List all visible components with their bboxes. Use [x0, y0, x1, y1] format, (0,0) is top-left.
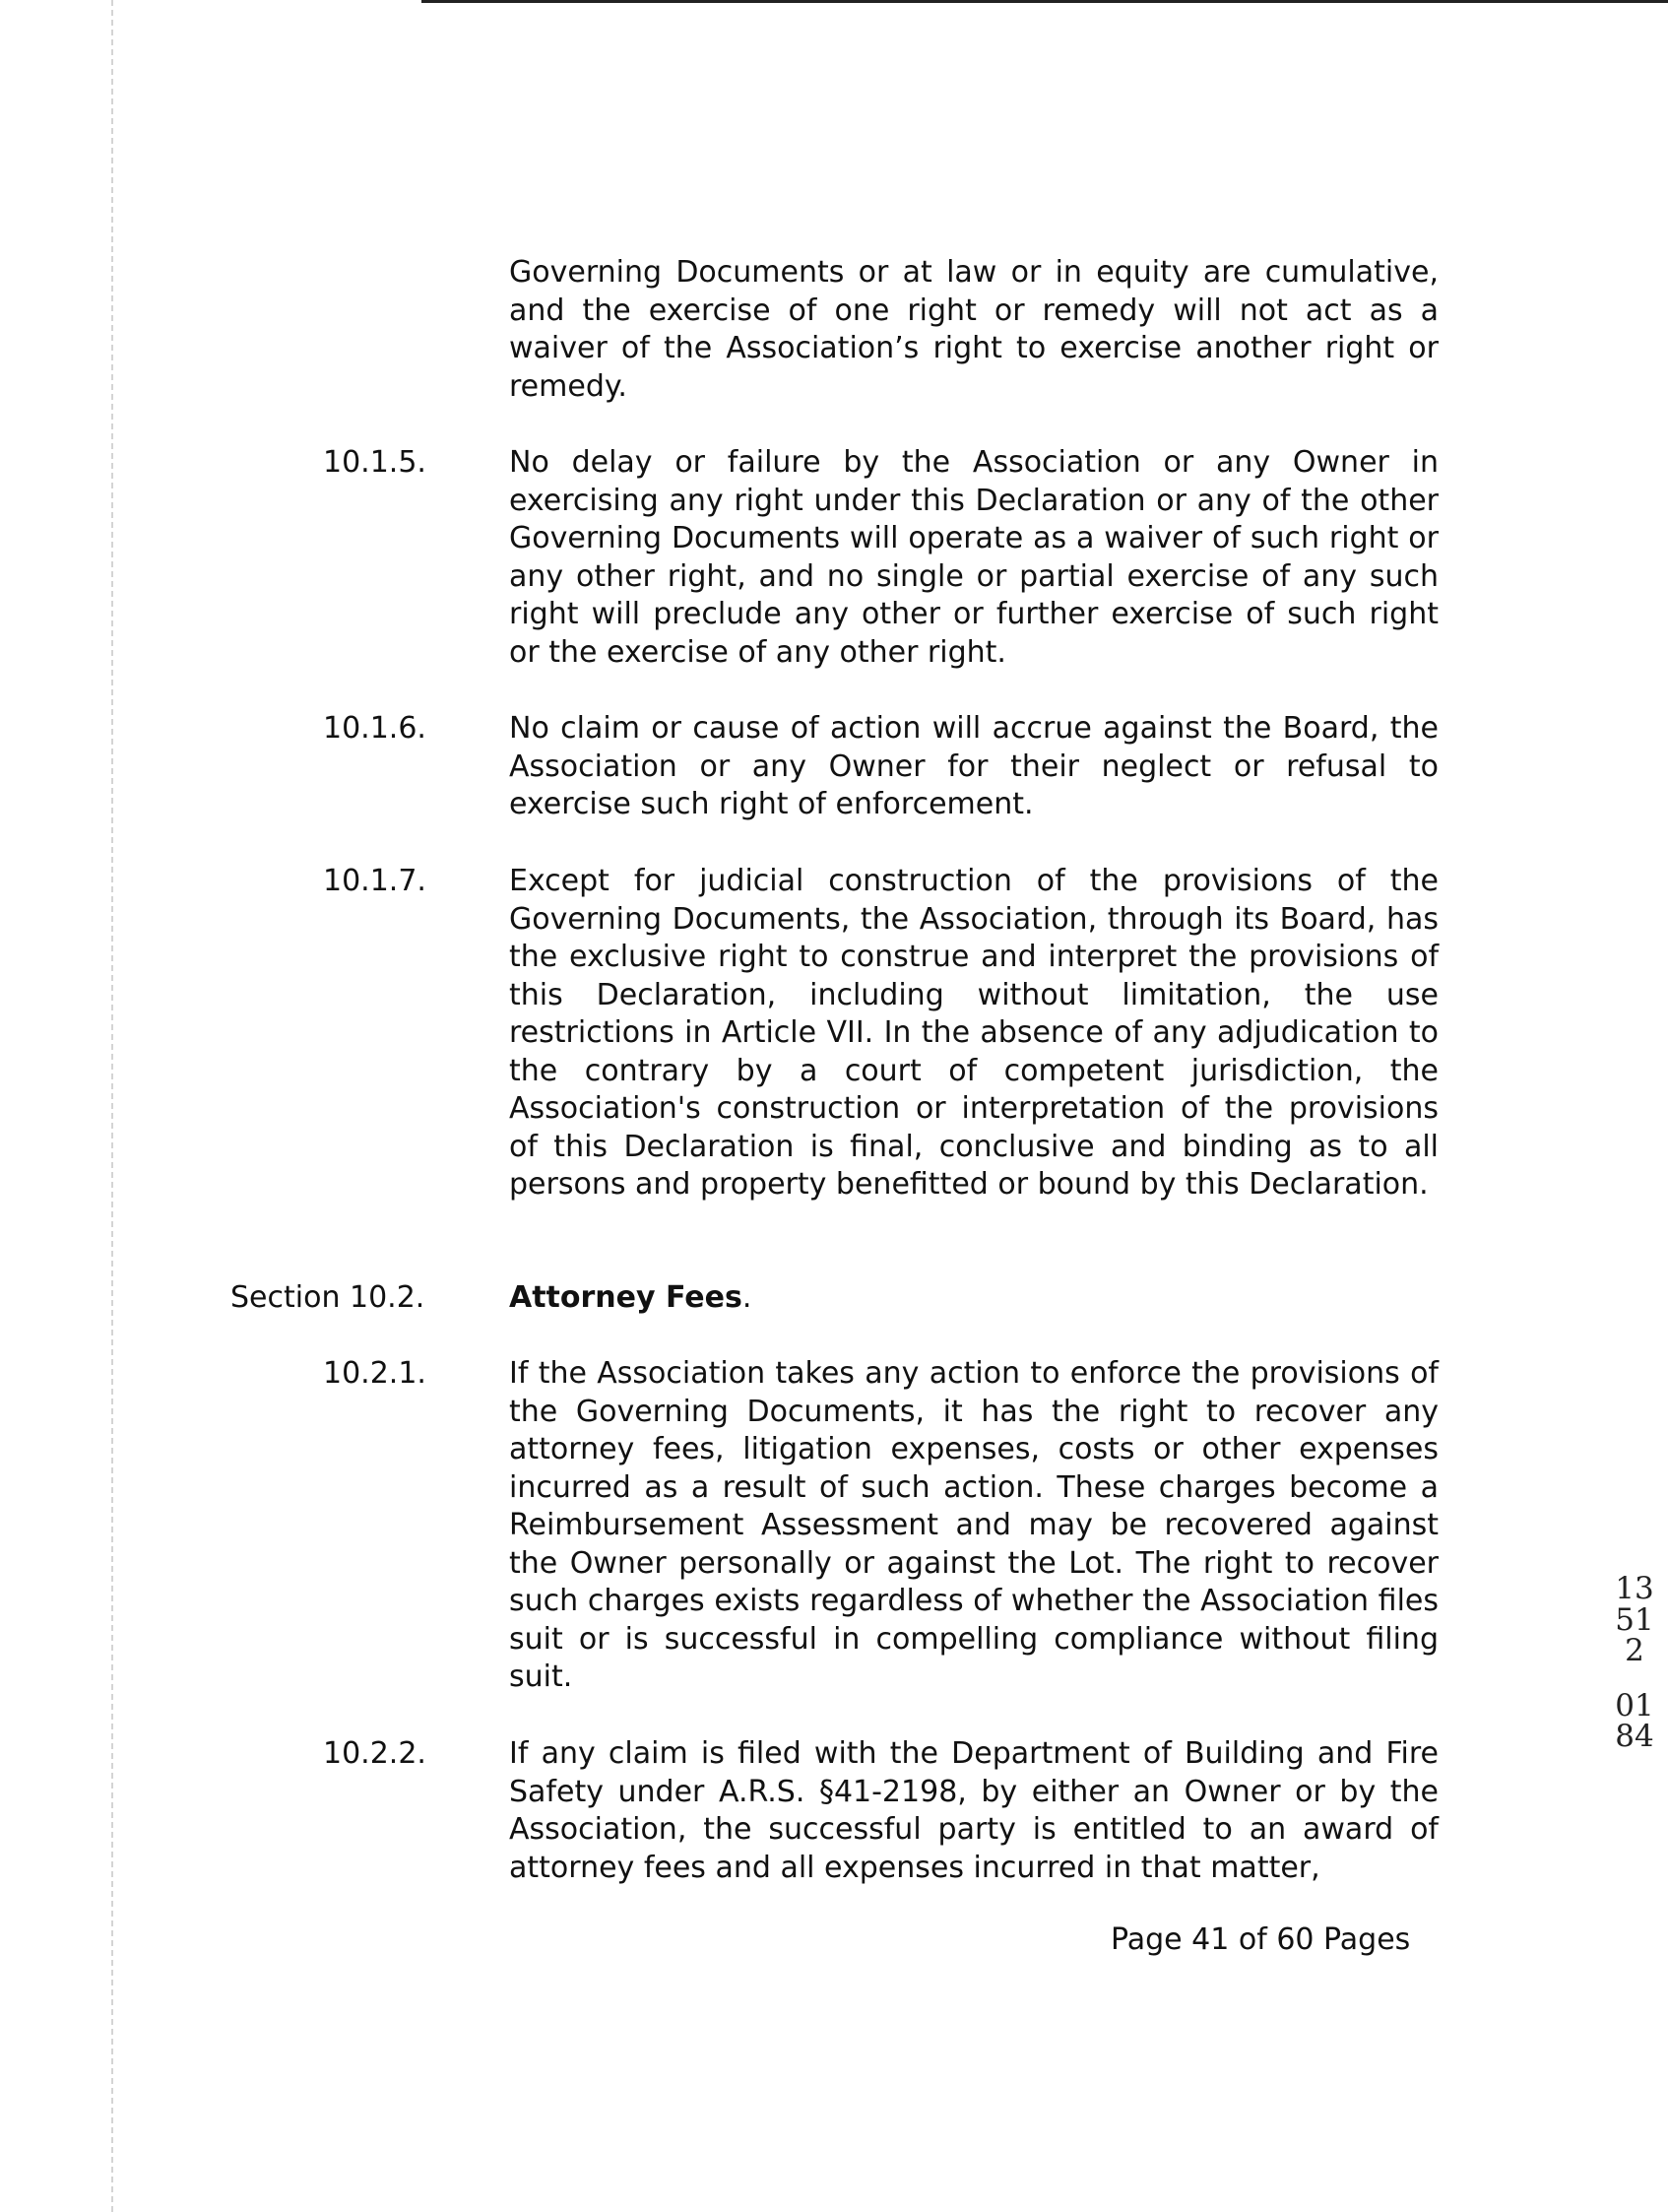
section-title: Attorney Fees — [509, 1280, 742, 1315]
paragraph-10-1-7: Except for judicial construction of the provisions of the Governing Documents, the Association, through its Board, has the exclusive right to construe and interpret the provisions of this Declaration, including without limitation, the use restrictions in Article VII. In the absence of any adjudication to the contrary by a court of competent jurisdiction, the Association's construction or interpretation of the provisions of this Declaration is final, conclusive and binding as to all persons and property benefitted or bound by this Declaration. — [509, 864, 1439, 1202]
page-number: Page 41 of 60 Pages — [1111, 1922, 1411, 1957]
paragraph-number-10-1-6: 10.1.6. — [323, 711, 426, 746]
paragraph-number-10-1-7: 10.1.7. — [323, 864, 426, 898]
paragraph-number-10-1-5: 10.1.5. — [323, 445, 426, 480]
section-number-10-2: Section 10.2. — [230, 1280, 425, 1315]
paragraph-10-1-5: No delay or failure by the Association or any Owner in exercising any right under this Declaration or any of the other Governing Documents will operate as a waiver of such right or any other right, and no single or partial exercise of any such right will preclude any other or further exercise of such right or the exercise of any other right. — [509, 445, 1439, 670]
paragraph-10-2-1: If the Association takes any action to enforce the provisions of the Governing Documents, it has the right to recover any attorney fees, litigation expenses, costs or other expenses incurred as a result of such action. These charges become a Reimbursement Assessment and may be recovered against the Owner personally or against the Lot. The right to recover such charges exists regardless of whether the Association files suit or is successful in compelling compliance without filing suit. — [509, 1356, 1439, 1694]
continued-paragraph: Governing Documents or at law or in equity are cumulative, and the exercise of one right or remedy will not act as a waiver of the Association’s right to exercise another right or remedy. — [509, 255, 1439, 404]
paragraph-10-1-6: No claim or cause of action will accrue against the Board, the Association or any Owner for their neglect or refusal to exercise such right of enforcement. — [509, 711, 1439, 821]
section-title-punctuation: . — [741, 1280, 752, 1315]
paragraph-number-10-2-2: 10.2.2. — [323, 1736, 426, 1771]
stamp-page-number: 0184 — [1615, 1687, 1654, 1754]
recording-number-stamp — [1615, 1571, 1654, 1754]
section-heading-attorney-fees — [509, 1279, 751, 1318]
paragraph-number-10-2-1: 10.2.1. — [323, 1356, 426, 1391]
paragraph-10-2-2: If any claim is filed with the Department of Building and Fire Safety under A.R.S. §41-2198, by either an Owner or by the Association, the successful party is entitled to an award of attorney fees and all expenses incurred in that matter, — [509, 1736, 1439, 1885]
stamp-book-number: 13512 — [1615, 1571, 1654, 1668]
